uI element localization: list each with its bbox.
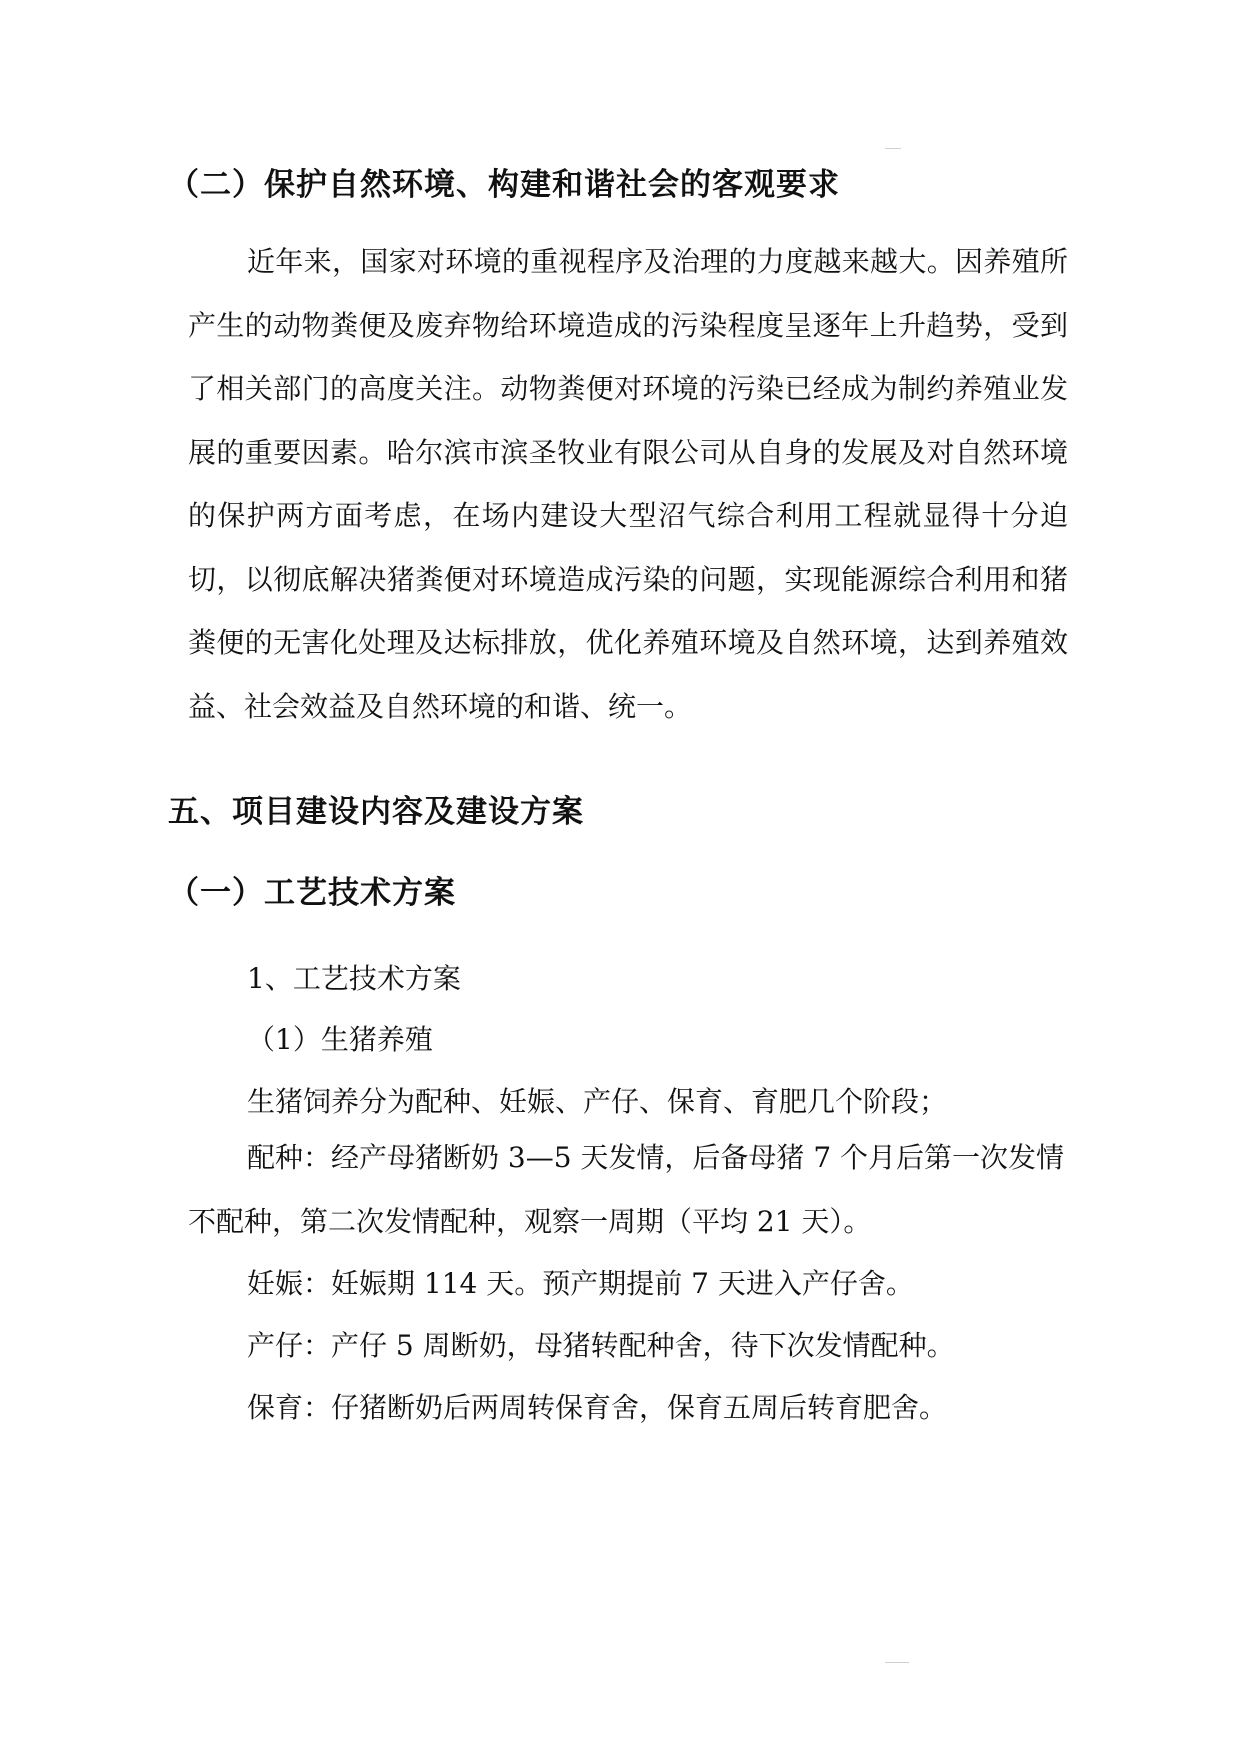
- section-2-heading: （二）保护自然环境、构建和谐社会的客观要求: [168, 167, 840, 203]
- item-1-title: 1、工艺技术方案: [247, 962, 461, 995]
- farrowing-text: 产仔：产仔 5 周断奶，母猪转配种舍，待下次发情配种。: [247, 1329, 955, 1362]
- sub-1-heading: （一）工艺技术方案: [168, 875, 456, 911]
- item-1-1-title: （1）生猪养殖: [247, 1023, 433, 1056]
- stages-intro: 生猪饲养分为配种、妊娠、产仔、保育、育肥几个阶段；: [247, 1085, 948, 1118]
- scan-mark-top: [885, 148, 901, 149]
- nursery-text: 保育：仔猪断奶后两周转保育舍，保育五周后转育肥舍。: [247, 1391, 948, 1424]
- section-2-paragraph: 近年来，国家对环境的重视程序及治理的力度越来越大。因养殖所产生的动物粪便及废弃物给环境造成的污染程度呈逐年上升趋势，受到了相关部门的高度关注。动物粪便对环境的污染已经成为制约养殖业发展的重要因素。哈尔滨市滨圣牧业有限公司从自身的发展及对自然环境的保护两方面考虑，在场内建设大型沼气综合利用工程就显得十分迫切，以彻底解决猪粪便对环境造成污染的问题，实现能源综合利用和猪粪便的无害化处理及达标排放，优化养殖环境及自然环境，达到养殖效益、社会效益及自然环境的和谐、统一。: [188, 245, 1068, 723]
- breeding-text: 配种：经产母猪断奶 3—5 天发情，后备母猪 7 个月后第一次发情不配种，第二次发情配种，观察一周期（平均 21 天）。: [188, 1141, 1065, 1238]
- chapter-5-heading: 五、项目建设内容及建设方案: [168, 794, 584, 830]
- gestation-text: 妊娠：妊娠期 114 天。预产期提前 7 天进入产仔舍。: [247, 1267, 914, 1300]
- scan-mark-bottom: [885, 1662, 909, 1663]
